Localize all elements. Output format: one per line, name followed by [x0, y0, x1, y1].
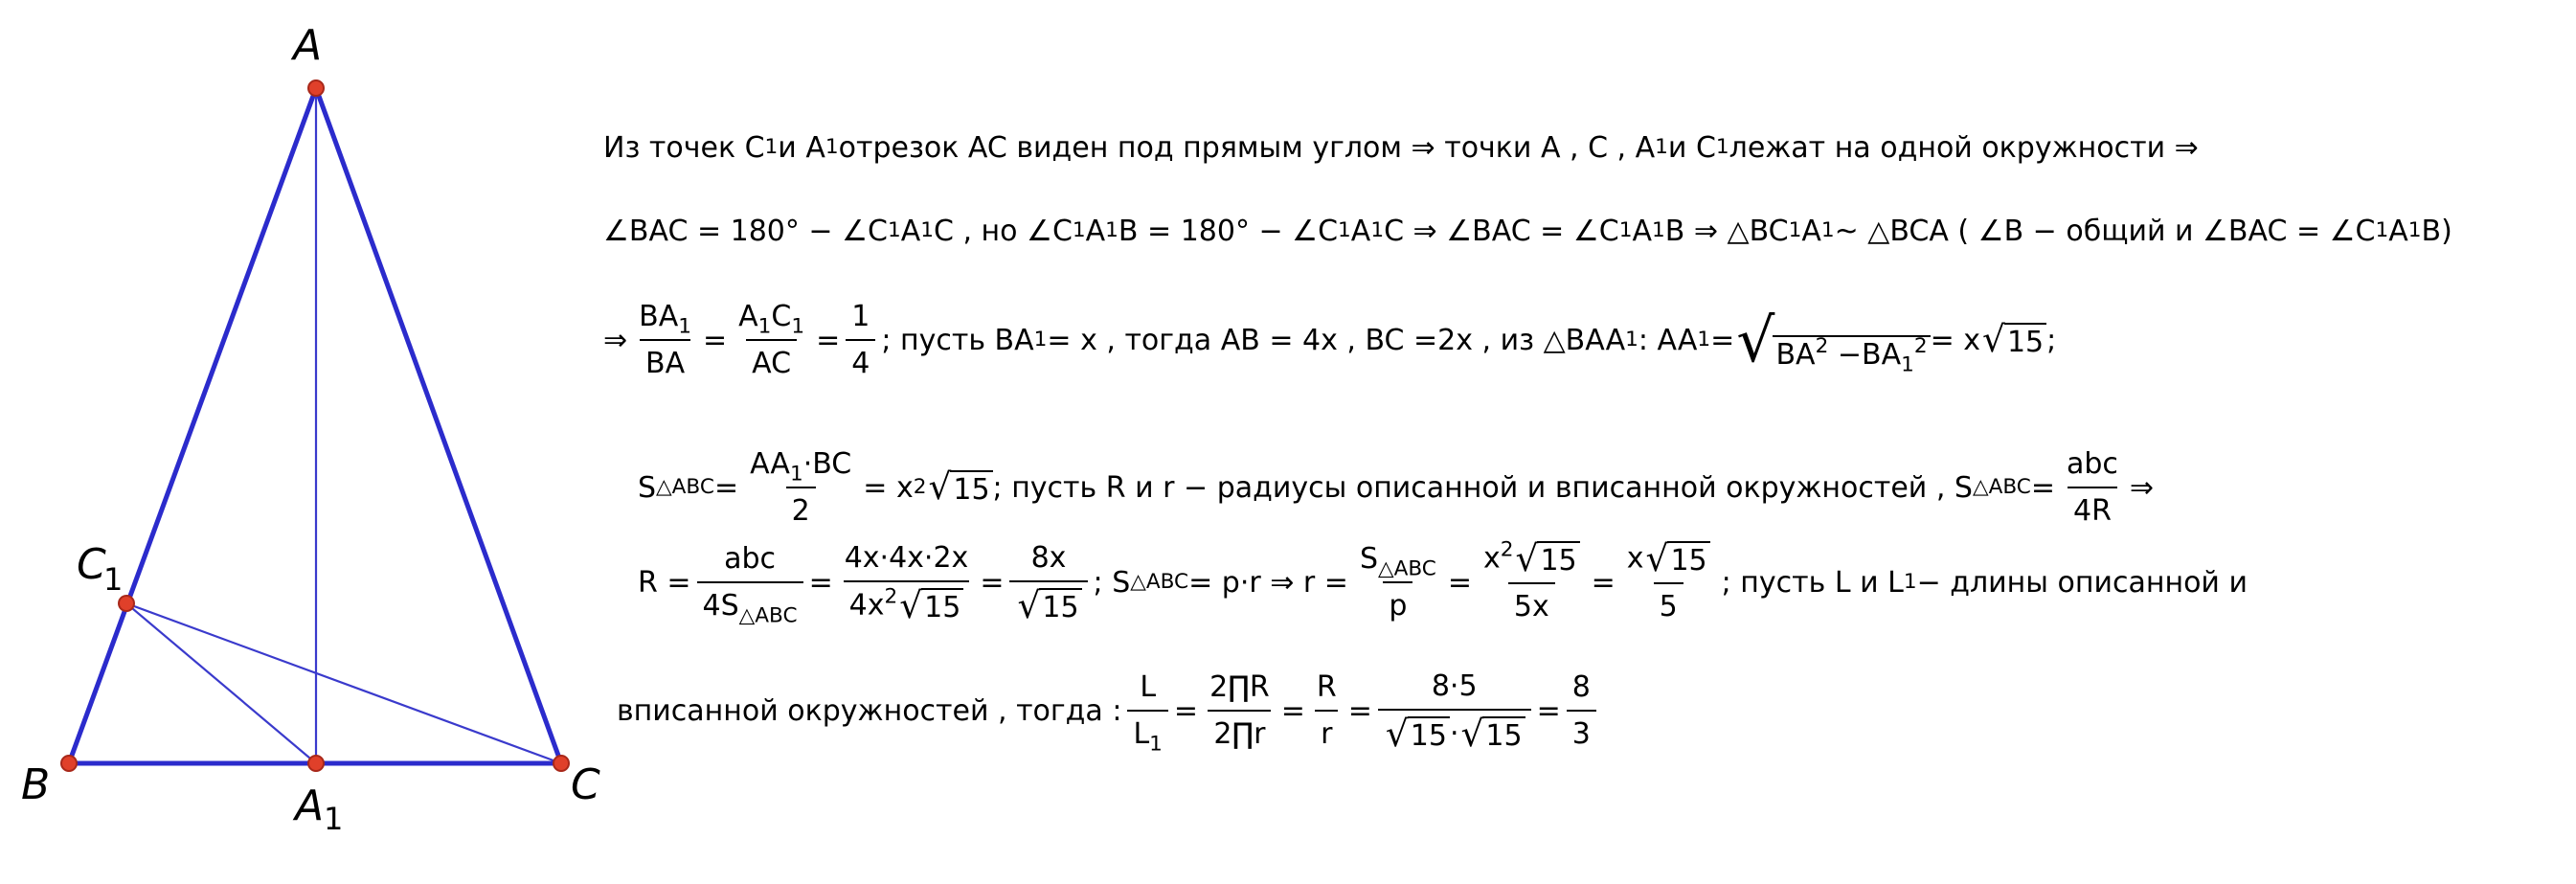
sqrt-15	[1515, 536, 1580, 579]
radical-sign: √	[1515, 536, 1539, 579]
sqrt-pythagoras	[1736, 305, 1930, 377]
solution-line-5: R = abc $4S_{\triangle ABC}$ = 4x·4x·2x $4x^2$ √ 15 = 8x √ 15 ; S △ABC = p·r ⇒ r = $S_{\triangle ABC}$ p = $x^2$ √ 15 5x = x √ 15 5 ; пусть L и L 1 − длины описанной и	[638, 536, 2248, 628]
numerator: abc	[724, 542, 776, 576]
denominator: r	[1315, 710, 1338, 751]
text: вписанной окружностей , тогда :	[617, 693, 1122, 728]
radical-sign: √	[899, 583, 923, 626]
fraction-a1c1-ac	[733, 300, 810, 380]
subscript: △ABC	[738, 603, 798, 628]
sqrt-15	[928, 465, 992, 509]
radicand: 15	[1537, 541, 1579, 577]
radical-sign: √	[1736, 305, 1775, 375]
text: ; пусть R и r − радиусы описанной и вписанной окружностей , S	[992, 470, 1973, 505]
equals: =	[1447, 565, 1473, 600]
denominator: 2∏r	[1208, 710, 1271, 751]
fraction-r-result	[1621, 536, 1716, 624]
text: =	[1710, 323, 1735, 357]
text: = x	[863, 470, 914, 505]
text: и A	[778, 130, 825, 165]
text: ; пусть BA	[881, 323, 1034, 357]
subscript: 1	[1149, 732, 1163, 757]
fraction-r-substituted	[839, 541, 975, 624]
subscript: 1	[757, 314, 772, 339]
radicand: 15	[1667, 541, 1709, 577]
label-C: C	[571, 760, 600, 809]
text: лежат на одной окружности ⇒	[1729, 130, 2199, 165]
text: ;	[2046, 323, 2057, 357]
text: C ⇒ ∠BAC = ∠C	[1384, 214, 1619, 248]
text: ~ △BCA ( ∠B − общий и ∠BAC = ∠C	[1834, 214, 2376, 248]
numerator: AA	[750, 447, 790, 481]
denominator: BA	[640, 339, 690, 380]
fraction-r-formula	[697, 542, 803, 628]
equals: =	[713, 470, 739, 505]
subscript: 1	[791, 314, 805, 339]
numerator: 8x	[1030, 540, 1067, 575]
text: Из точек C	[603, 130, 765, 165]
fraction-big-r-small-r	[1311, 670, 1343, 751]
text: =	[2030, 470, 2055, 505]
fraction-numeric-ratio	[1378, 669, 1531, 753]
denominator: 5x	[1508, 582, 1555, 623]
equals: =	[1280, 693, 1305, 728]
point-C1	[119, 596, 134, 611]
fraction-one-quarter	[846, 300, 875, 380]
superscript: 2	[884, 584, 898, 609]
text: −BA	[1828, 337, 1902, 372]
radicand: 15	[1408, 716, 1450, 752]
solution-line-1: Из точек C 1 и A 1 отрезок AC виден под прямым углом ⇒ точки A , C , A 1 и C 1 лежат на одной окружности ⇒	[603, 130, 2199, 165]
label-A1-sub: 1	[324, 801, 344, 837]
radicand: 15	[921, 588, 963, 623]
point-A	[308, 80, 324, 96]
sqrt-15	[899, 583, 963, 626]
equals: =	[1347, 693, 1372, 728]
label-A1: A	[295, 782, 325, 830]
side-AC	[316, 88, 561, 763]
altitude-CC1	[126, 603, 561, 763]
numerator: R	[1316, 670, 1337, 704]
label-C1: C	[77, 540, 106, 589]
text: A	[2388, 214, 2408, 248]
fraction-ba1-ba	[633, 300, 697, 380]
equals: =	[980, 565, 1005, 600]
radical-sign: √	[1385, 712, 1409, 755]
fraction-l-l1	[1127, 670, 1167, 757]
fraction-8x-sqrt15	[1009, 541, 1087, 624]
label-A: A	[293, 21, 323, 70]
triangle-figure	[0, 0, 613, 884]
equals: =	[816, 323, 841, 357]
text: A	[900, 214, 921, 248]
text: BA	[1775, 337, 1816, 372]
text: : AA	[1638, 323, 1698, 357]
superscript: 2	[1913, 333, 1928, 358]
segment-C1A1	[126, 603, 316, 763]
text: R =	[638, 565, 691, 600]
denominator: AC	[746, 339, 797, 380]
solution-line-6	[617, 658, 1602, 763]
solution-text	[603, 0, 2566, 884]
sqrt-15	[1460, 712, 1525, 755]
equals: =	[1536, 693, 1561, 728]
numerator: 8·5	[1431, 669, 1478, 703]
numerator: L	[1140, 670, 1157, 704]
text: A	[1801, 214, 1821, 248]
text: = p·r ⇒ r =	[1188, 565, 1348, 600]
solution-line-2: ∠BAC = 180° − ∠C 1 A 1 C , но ∠C 1 A 1 B = 180° − ∠C 1 A 1 C ⇒ ∠BAC = ∠C 1 A 1 B ⇒ △BC 1 A 1 ~ △BCA ( ∠B − общий и ∠BAC = ∠C 1 A 1 B)	[603, 214, 2452, 248]
numerator: x	[1626, 541, 1644, 575]
denominator: 5	[1654, 582, 1683, 623]
superscript: 2	[1500, 537, 1514, 562]
solution-line-3: ⇒ $\frac{BA_1}{BA}$ = $\frac{A_1C_1}{AC}$ = $\frac{1}{4}$ ; пусть BA 1 = x , тогда AB = 4x , BC =2x , из △BAA 1 : AA 1 = √ $BA^2 -BA_1^2$ = x √ 15 ;	[603, 300, 2057, 380]
text: S	[638, 470, 657, 505]
fraction-s-over-p	[1354, 542, 1442, 623]
subscript: △ABC	[1377, 556, 1436, 581]
point-A1	[308, 756, 324, 771]
solution-line-4: S △ABC = $\frac{AA_1\cdot BC}{2}$ = x 2 √ 15 ; пусть R и r − радиусы описанной и вписанной окружностей , S △ABC = abc 4R ⇒	[638, 447, 2155, 528]
text: = x , тогда AB = 4x , BC =2x , из △BAA	[1047, 323, 1626, 357]
text: ∠BAC = 180° − ∠C	[603, 214, 888, 248]
radicand: 15	[950, 470, 992, 506]
point-B	[61, 756, 77, 771]
point-C	[554, 756, 569, 771]
fraction-r-substituted	[1478, 536, 1586, 624]
numerator: x	[1483, 541, 1501, 575]
numerator: S	[1359, 542, 1378, 576]
radicand: 15	[1482, 716, 1525, 752]
numerator: 4x·4x·2x	[844, 540, 969, 575]
numerator: BA	[639, 300, 679, 333]
fraction-eight-thirds	[1567, 670, 1596, 751]
denominator: L	[1133, 717, 1150, 751]
radicand: 15	[1039, 588, 1081, 623]
numerator: 2∏R	[1209, 670, 1270, 704]
subscript: 1	[678, 314, 691, 339]
equals: =	[1173, 693, 1199, 728]
text: B)	[2421, 214, 2452, 248]
fraction-abc-4r	[2061, 447, 2124, 528]
text: отрезок AC виден под прямым углом ⇒ точки A , C , A	[838, 130, 1656, 165]
text: ; S	[1093, 565, 1131, 600]
denominator: 3	[1567, 710, 1596, 751]
denominator: 4x	[848, 588, 885, 622]
implies-symbol: ⇒	[603, 323, 628, 357]
equals: =	[703, 323, 728, 357]
numerator: abc	[2067, 447, 2118, 481]
radical-sign: √	[928, 465, 952, 509]
text: A	[1085, 214, 1106, 248]
sqrt-15	[1982, 318, 2046, 361]
superscript: 2	[1815, 333, 1829, 358]
fraction-area-formula	[744, 447, 857, 528]
text: A	[1632, 214, 1652, 248]
radical-sign: √	[1645, 536, 1669, 579]
sqrt-15	[1017, 583, 1081, 626]
denominator: 4S	[702, 589, 739, 623]
label-C1-sub: 1	[103, 561, 124, 598]
numerator: 8	[1571, 670, 1591, 704]
text: A	[1350, 214, 1371, 248]
multiplication-dot: ·	[1449, 716, 1459, 750]
numerator: 1	[851, 300, 870, 333]
label-B: B	[21, 760, 51, 809]
sqrt-15	[1385, 712, 1450, 755]
text: B = 180° − ∠C	[1118, 214, 1339, 248]
denominator: 2	[786, 487, 816, 528]
text: C , но ∠C	[933, 214, 1073, 248]
equals: =	[1591, 565, 1616, 600]
radicand: 15	[2004, 323, 2046, 358]
radical-sign: √	[1982, 318, 2005, 361]
text: = x	[1930, 323, 1981, 357]
text: и C	[1667, 130, 1716, 165]
radical-sign: √	[1460, 712, 1484, 755]
denominator: 4R	[2068, 487, 2117, 528]
text: ⇒	[2129, 470, 2155, 505]
radical-sign: √	[1017, 583, 1041, 626]
denominator: 4	[846, 339, 875, 380]
denominator: p	[1383, 581, 1412, 623]
fraction-2pir-2pir	[1204, 670, 1276, 751]
text: ; пусть L и L	[1721, 565, 1904, 600]
numerator: C	[771, 300, 792, 333]
text: B ⇒ △BC	[1664, 214, 1789, 248]
side-AB	[69, 88, 316, 763]
subscript: 1	[789, 462, 803, 487]
subscript: 1	[1901, 352, 1914, 377]
sqrt-15	[1645, 536, 1710, 579]
text: − длины описанной и	[1916, 565, 2248, 600]
numerator: ·BC	[802, 447, 852, 481]
numerator: A	[738, 300, 758, 333]
equals: =	[808, 565, 833, 600]
